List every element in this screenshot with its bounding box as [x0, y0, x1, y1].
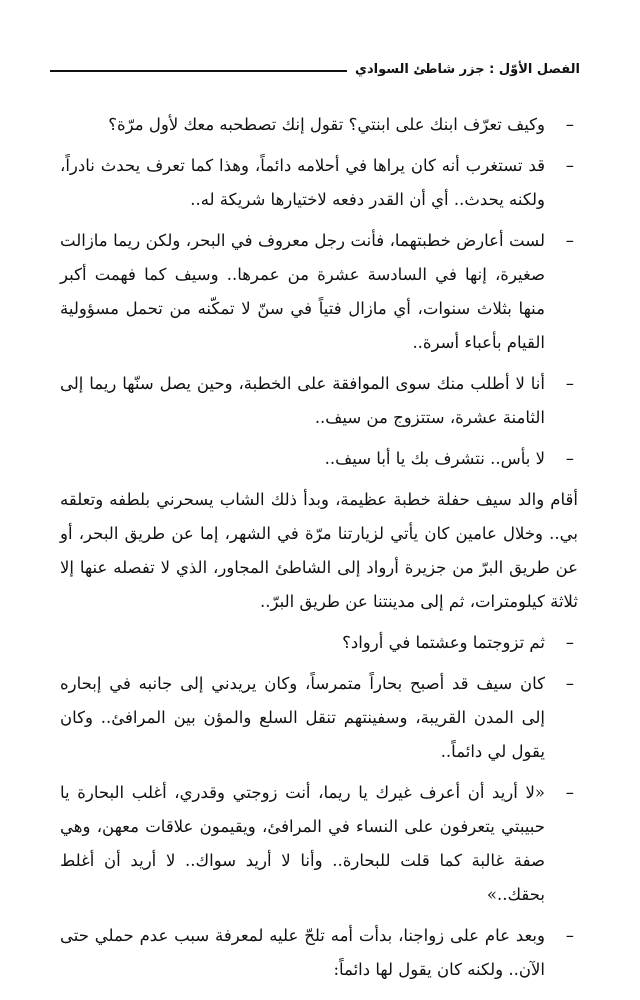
dialog-paragraph [60, 224, 578, 360]
running-header [50, 58, 580, 88]
dialog-paragraph [60, 442, 578, 476]
dialog-dash: – [565, 926, 574, 945]
paragraph-text: ثم تزوجتما وعشتما في أرواد؟ [342, 633, 545, 652]
dialog-paragraph [60, 149, 578, 217]
dialog-dash: – [565, 231, 574, 250]
dialog-paragraph [60, 367, 578, 435]
dialog-dash: – [565, 115, 574, 134]
dialog-paragraph [60, 776, 578, 912]
paragraph-text: لست أعارض خطبتهما، فأنت رجل معروف في البحر، ولكن ريما مازالت صغيرة، إنها في السادسة عشرة من عمرها.. وسيف كما فهمت أكبر منها بثلاث سنوات، أي مازال فتياً في سنّ لا تمكّنه من تحمل مسؤولية القيام بأعباء أسرة.. [60, 231, 545, 352]
dialog-paragraph [60, 626, 578, 660]
dialog-dash: – [565, 633, 574, 652]
paragraph-text: كان سيف قد أصبح بحاراً متمرساً، وكان يريدني إلى جانبه في إبحاره إلى المدن القريبة، وسفينتهم تنقل السلع والمؤن بين المرافئ.. وكان يقول لي دائماً.. [60, 674, 545, 761]
paragraph-text: وكيف تعرّف ابنك على ابنتي؟ تقول إنك تصطحبه معك لأول مرّة؟ [108, 115, 545, 134]
paragraph-text: وبعد عام على زواجنا، بدأت أمه تلحّ عليه لمعرفة سبب عدم حملي حتى الآن.. ولكنه كان يقول لها دائماً: [60, 926, 545, 979]
dialog-paragraph [60, 108, 578, 142]
dialog-paragraph [60, 919, 578, 987]
dialog-dash: – [565, 374, 574, 393]
chapter-title: الفصل الأوّل : جزر شاطئ السوادي [347, 58, 580, 82]
paragraph-text: أنا لا أطلب منك سوى الموافقة على الخطبة، وحين يصل سنّها ريما إلى الثامنة عشرة، ستتزوج من سيف.. [60, 374, 545, 427]
paragraph-text: أقام والد سيف حفلة خطبة عظيمة، وبدأ ذلك الشاب يسحرني بلطفه وتعلقه بي.. وخلال عامين كان يأتي لزيارتنا مرّة في الشهر، إما عن طريق البحر، أو عن طريق البرّ من جزيرة أرواد إلى الشاطئ المجاور، الذي لا تفصله عنها إلا ثلاثة كيلومترات، ثم إلى مدينتنا عن طريق البرّ.. [60, 490, 578, 611]
paragraph-text: «لا أريد أن أعرف غيرك يا ريما، أنت زوجتي وقدري، أغلب البحارة يا حبيبتي يتعرفون على النساء في المرافئ، ويقيمون علاقات معهن، وهي صفة غالبة كما قلت للبحارة.. وأنا لا أريد سواك.. لا أريد أن أغلط بحقك..» [60, 783, 545, 904]
page-body [60, 108, 578, 994]
paragraph-text: لا بأس.. نتشرف بك يا أبا سيف.. [324, 449, 545, 468]
dialog-dash: – [565, 674, 574, 693]
dialog-dash: – [565, 783, 574, 802]
dialog-dash: – [565, 449, 574, 468]
dialog-dash: – [565, 156, 574, 175]
narrative-paragraph [60, 483, 578, 619]
dialog-paragraph [60, 667, 578, 769]
paragraph-text: قد تستغرب أنه كان يراها في أحلامه دائماً، وهذا كما تعرف يحدث نادراً، ولكنه يحدث.. أي أن القدر دفعه لاختيارها شريكة له.. [60, 156, 545, 209]
